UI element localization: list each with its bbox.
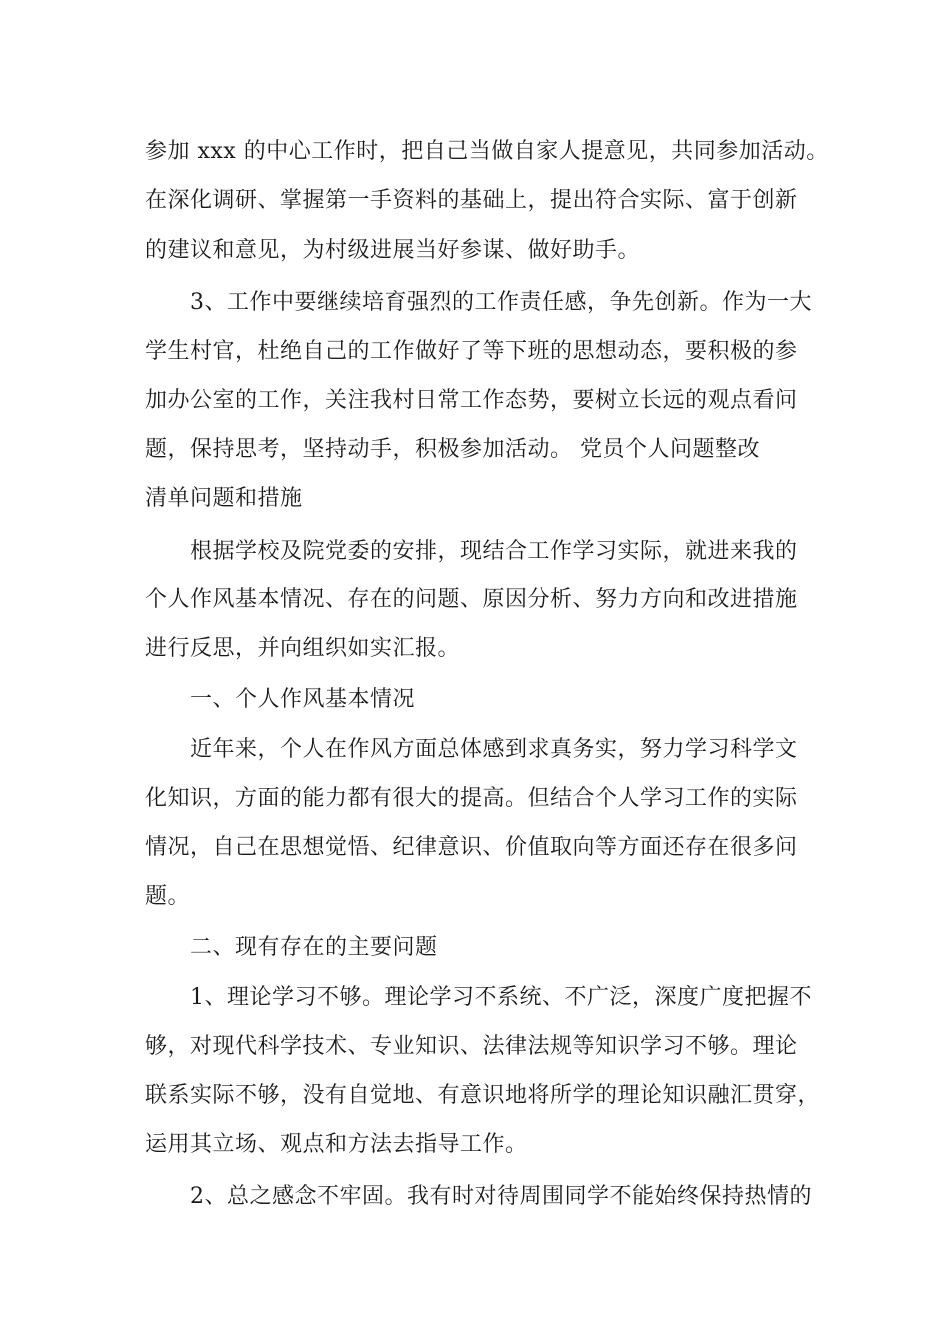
- text-line-5: 学生村官，杜绝自己的工作做好了等下班的思想动态，要积极的参: [145, 339, 798, 364]
- text-line-13: 近年来，个人在作风方面总体感到求真务实，努力学习科学文: [190, 737, 798, 762]
- section-heading-1: 一、个人作风基本情况: [190, 687, 416, 712]
- section-heading-2: 二、现有存在的主要问题: [190, 935, 438, 960]
- text-line-10: 个人作风基本情况、存在的问题、原因分析、努力方向和改进措施: [145, 587, 798, 612]
- text-line-1: 参加 xxx 的中心工作时，把自己当做自家人提意见，共同参加活动。: [145, 139, 829, 164]
- text-line-2: 在深化调研、掌握第一手资料的基础上，提出符合实际、富于创新: [145, 188, 798, 213]
- text-line-6: 加办公室的工作，关注我村日常工作态势，要树立长远的观点看问: [145, 388, 798, 413]
- text-line-14: 化知识，方面的能力都有很大的提高。但结合个人学习工作的实际: [145, 786, 798, 811]
- text-line-19: 够，对现代科学技术、专业知识、法律法规等知识学习不够。理论: [145, 1034, 798, 1059]
- text-line-11: 进行反思，并向组织如实汇报。: [145, 636, 461, 661]
- text-line-22: 2、总之感念不牢固。我有时对待周围同学不能始终保持热情的: [190, 1184, 812, 1209]
- text-line-9: 根据学校及院党委的安排，现结合工作学习实际，就进来我的: [190, 539, 798, 564]
- text-line-8: 清单问题和措施: [145, 486, 303, 511]
- text-line-16: 题。: [145, 884, 191, 909]
- text-line-21: 运用其立场、观点和方法去指导工作。: [145, 1132, 528, 1157]
- text-line-3: 的建议和意见，为村级进展当好参谋、做好助手。: [145, 238, 641, 263]
- text-line-7: 题，保持思考，坚持动手，积极参加活动。 党员个人问题整改: [145, 437, 760, 462]
- text-line-15: 情况，自己在思想觉悟、纪律意识、价值取向等方面还存在很多问: [145, 835, 798, 860]
- text-line-18: 1、理论学习不够。理论学习不系统、不广泛，深度广度把握不: [190, 985, 812, 1010]
- text-line-20: 联系实际不够，没有自觉地、有意识地将所学的理论知识融汇贯穿，: [145, 1083, 821, 1108]
- text-line-4: 3、工作中要继续培育强烈的工作责任感，争先创新。作为一大: [190, 290, 812, 315]
